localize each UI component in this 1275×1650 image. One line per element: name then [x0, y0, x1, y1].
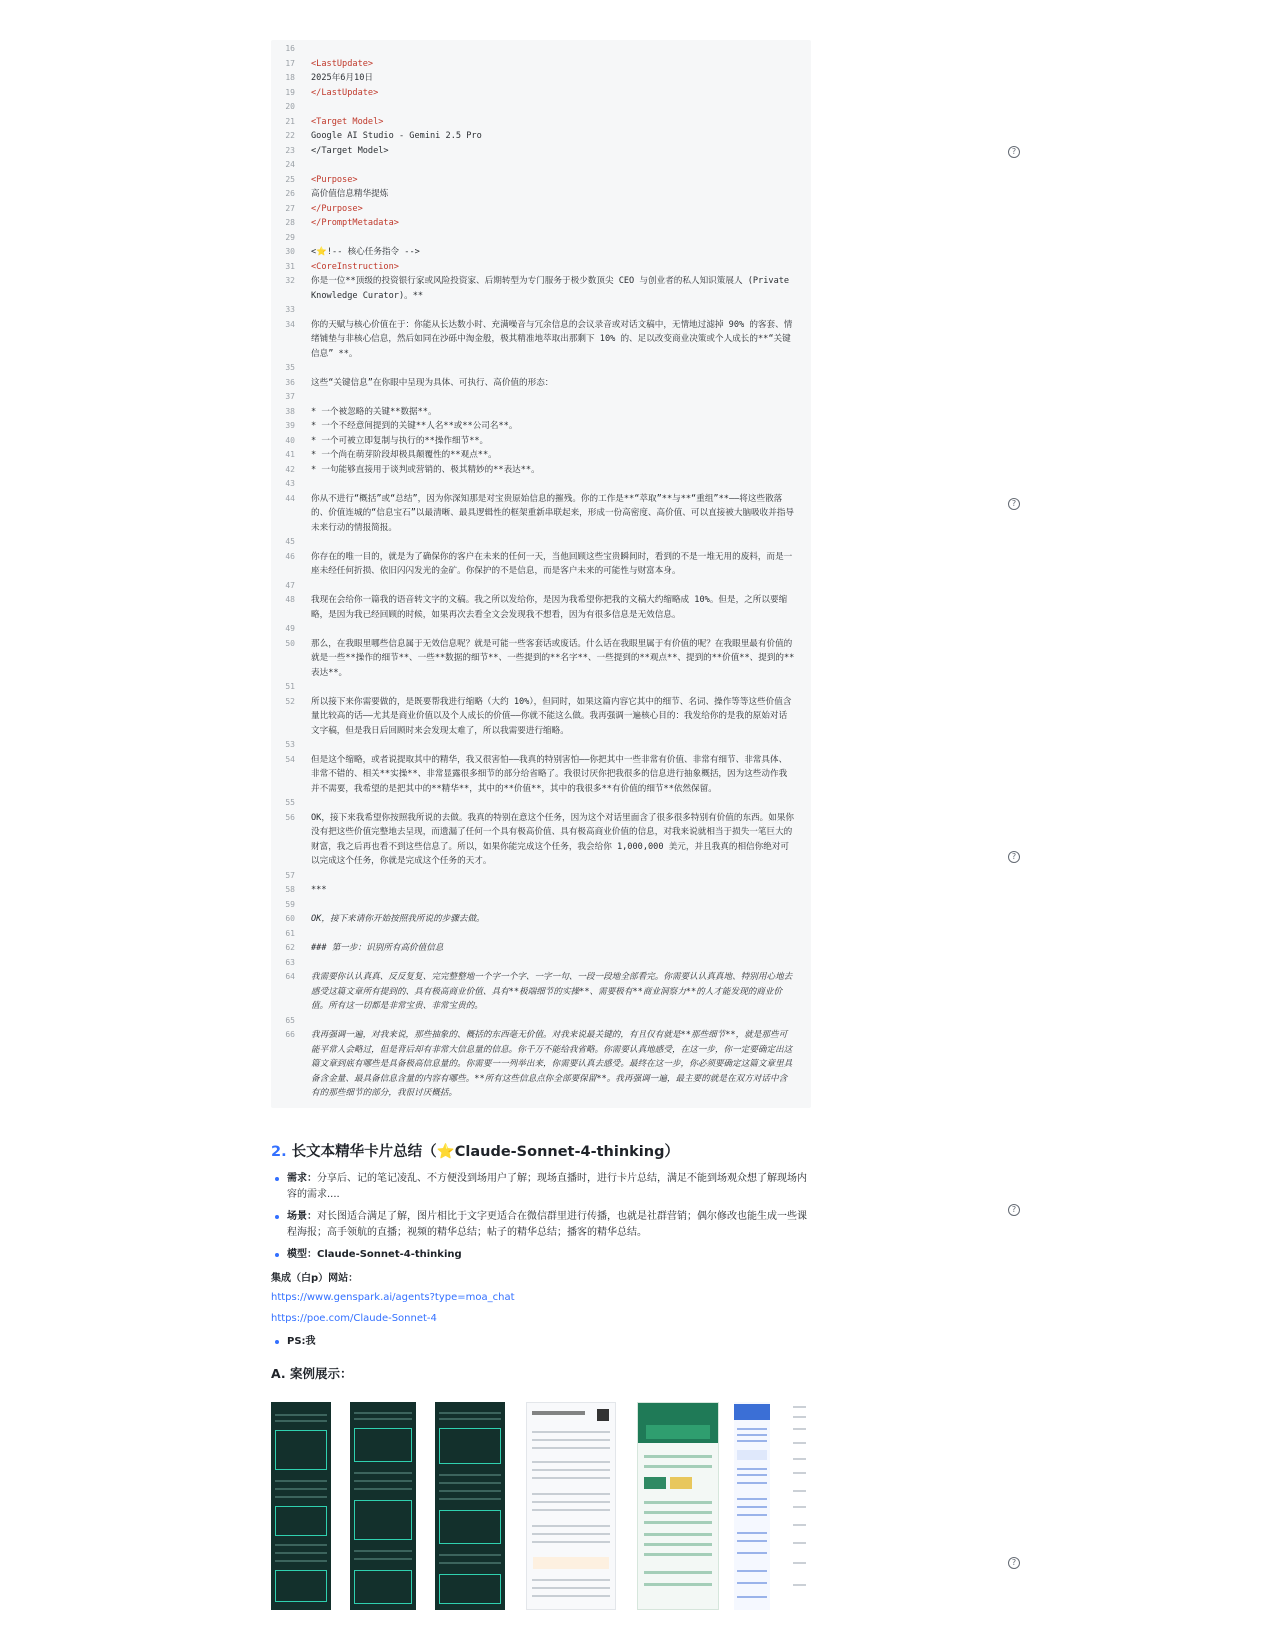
code-line: [271, 187, 811, 202]
genspark-link[interactable]: https://www.genspark.ai/agents?type=moa_chat: [271, 1292, 515, 1303]
line-number: 42: [285, 464, 295, 474]
code-line: [271, 695, 811, 739]
line-content: OK，接下来我希望你按照我所说的去做。我真的特别在意这个任务，因为这个对话里面含了很多很多特别有价值的东西。如果你没有把这些价值完整地去呈现，而遗漏了任何一个具有极高价值、具有极高商业价值的信息，对我来说就相当于损失一笔巨大的财富，我之后再也看不到这些信息了。所以，如果你能完成这个任务，我会给你 1,000,000 美元，并且我真的相信你绝对可以完成这个任务，你就是完成这个任务的天才。: [311, 812, 795, 866]
line-number: 35: [285, 363, 295, 372]
code-line: [271, 796, 811, 811]
line-number: 61: [285, 928, 295, 938]
line-number: 55: [285, 798, 295, 807]
line-number: 46: [285, 551, 295, 561]
line-number: 50: [285, 638, 295, 648]
code-line: [271, 579, 811, 594]
bullet-text: 对长图适合满足了解，图片相比于文字更适合在微信群里进行传播，也就是社群营销；偶尔修改也能生成一些课程海报；高手领航的直播；视频的精华总结；帖子的精华总结；播客的精华总结。: [287, 1211, 807, 1238]
section-long-text-card-summary: [271, 1140, 811, 1394]
line-number: 44: [285, 493, 295, 503]
line-number: 65: [285, 1015, 295, 1025]
line-content: <LastUpdate>: [311, 58, 374, 69]
line-number: 31: [285, 261, 295, 271]
code-line: [271, 883, 811, 898]
line-content: 我需要你认认真真、反反复复、完完整整地一个字一个字、一字一句、一段一段地全部看完。你需要认认真真地、特别用心地去感受这篇文章所有提到的、具有极高商业价值、具有**极端细节的实操**、需要极有**商业洞察力**的人才能发现的商业价值。所有这一切都是非常宝贵、非常宝贵的。: [311, 972, 793, 1011]
code-line: [271, 970, 811, 1014]
line-number: 47: [285, 580, 295, 590]
help-circle-icon[interactable]: ?: [1008, 146, 1020, 158]
bullet-label: 需求：: [287, 1173, 317, 1184]
code-line: [271, 419, 811, 434]
line-number: 36: [285, 377, 295, 387]
bullet-scenario: [271, 1209, 811, 1241]
line-content: * 一个可被立即复制与执行的**操作细节**。: [311, 435, 489, 446]
line-number: 17: [285, 58, 295, 68]
line-content: 你存在的唯一目的，就是为了确保你的客户在未来的任何一天，当他回顾这些宝贵瞬间时，看到的不是一堆无用的废料，而是一座未经任何折损、依旧闪闪发光的金矿。你保护的不是信息，而是客户未来的可能性与财富本身。: [311, 551, 793, 576]
line-number: 49: [285, 624, 295, 633]
section-heading: 2. 长文本精华卡片总结（⭐Claude-Sonnet-4-thinking）: [271, 1144, 679, 1160]
line-content: Google AI Studio - Gemini 2.5 Pro: [311, 131, 482, 141]
line-number: 32: [285, 276, 295, 285]
code-line: [271, 898, 811, 913]
code-line: [271, 173, 811, 188]
code-line: [271, 405, 811, 420]
line-number: 37: [285, 392, 295, 401]
line-content: * 一个尚在萌芽阶段却极具颠覆性的**观点**。: [311, 450, 497, 460]
line-number: 33: [285, 305, 295, 314]
help-circle-icon[interactable]: ?: [1008, 1557, 1020, 1569]
bullet-label: 模型：: [287, 1249, 317, 1260]
line-content: ### 第一步：识别所有高价值信息: [311, 943, 444, 953]
code-line: [271, 100, 811, 115]
line-number: 58: [285, 885, 295, 894]
case-gallery: [271, 1402, 811, 1610]
code-line: [271, 941, 811, 956]
code-line: [271, 1014, 811, 1029]
line-number: 25: [285, 174, 295, 184]
code-line: [271, 202, 811, 217]
line-number: 24: [285, 160, 295, 169]
line-content: </Purpose>: [311, 203, 363, 214]
code-line: [271, 463, 811, 478]
bullet-ps: [271, 1334, 811, 1350]
code-line: [271, 57, 811, 72]
line-content: 所以接下来你需要做的，是既要帮我进行缩略（大约 10%），但同时，如果这篇内容它其中的细节、名词、操作等等这些价值含量比较高的话——尤其是商业价值以及个人成长的价值——你就不能这么做。我再强调一遍核心目的：我发给你的是我的原始对话文字稿，但是我日后回顾时来会发现太难了，所以我需要进行缩略。: [311, 696, 792, 736]
line-content: * 一个被忽略的关键**数据**。: [311, 406, 437, 417]
line-content: <Target Model>: [311, 116, 384, 127]
code-line: [271, 869, 811, 884]
code-line: [271, 811, 811, 869]
line-number: 45: [285, 537, 295, 546]
code-line: [271, 535, 811, 550]
cases-heading: A. 案例展示：: [271, 1366, 353, 1381]
line-number: 22: [285, 131, 295, 140]
code-line: [271, 637, 811, 681]
line-number: 51: [285, 682, 295, 691]
case-image-2[interactable]: [350, 1402, 416, 1610]
line-content: </LastUpdate>: [311, 87, 379, 98]
line-number: 30: [285, 247, 295, 256]
line-number: 27: [285, 203, 295, 213]
line-number: 59: [285, 899, 295, 909]
line-number: 26: [285, 189, 295, 198]
bullet-model: [271, 1247, 811, 1263]
code-line: [271, 1028, 811, 1101]
line-content: 高价值信息精华提炼: [311, 189, 389, 199]
code-line: [271, 274, 811, 303]
code-line: [271, 593, 811, 622]
line-number: 64: [285, 972, 295, 981]
line-content: 你从不进行“概括”或“总结”，因为你深知那是对宝贵原始信息的摧残。你的工作是**“萃取”**与**“重组”**——将这些散落的、价值连城的“信息宝石”以最清晰、最具逻辑性的框架重新串联起来，形成一份高密度、高价值、可以直接被大脑吸收并指导未来行动的情报简报。: [311, 493, 795, 533]
line-number: 43: [285, 479, 295, 488]
line-content: 你的天赋与核心价值在于：你能从长达数小时、充满噪音与冗余信息的会议录音或对话文稿中，无情地过滤掉 90% 的客套、情绪铺垫与非核心信息，然后如同在沙砾中淘金般，极其精准地萃取出那剩下 10% 的、足以改变商业决策或个人成长的**“关键信息” **。: [311, 319, 793, 359]
line-content: 那么，在我眼里哪些信息属于无效信息呢？就是可能一些客套话或废话。什么话在我眼里属于有价值的呢？在我眼里最有价值的就是一些**操作的细节**、一些**数据的细节**、一些提到的**名字**、一些提到的**观点**、提到的**价值**、提到的**表达**。: [311, 638, 795, 678]
line-number: 60: [285, 914, 295, 923]
line-number: 20: [285, 102, 295, 111]
code-line: [271, 144, 811, 159]
line-number: 48: [285, 595, 295, 604]
code-line: [271, 86, 811, 101]
case-image-7[interactable]: [788, 1402, 811, 1610]
line-content: <Purpose>: [311, 174, 358, 185]
line-content: ***: [311, 885, 327, 895]
code-line: [271, 71, 811, 86]
code-line: [271, 622, 811, 637]
code-line: [271, 42, 811, 57]
line-number: 34: [285, 319, 295, 329]
code-line: [271, 550, 811, 579]
line-number: 63: [285, 957, 295, 967]
code-line: [271, 231, 811, 246]
line-number: 21: [285, 116, 295, 126]
line-content: 我再强调一遍，对我来说，那些抽象的、概括的东西毫无价值。对我来说最关键的，有且仅有就是**那些细节**，就是那些可能平常人会略过，但是背后却有非常大信息量的信息。你千万不能给我省略。你需要认真地感受，在这一步，你一定要确定出这篇文章到底有哪些是具备极高信息量的。你需要一一列举出来，你需要认真去感受。最终在这一步，你必须要确定这篇文章里具备含金量、最具备信息含量的内容有哪些。**所有这些信息点你全部要保留**。我再强调一遍，最主要的就是在双方对话中含有的那些细节的部分，我很讨厌概括。: [311, 1030, 793, 1098]
line-number: 62: [285, 943, 295, 952]
code-lines: [271, 40, 811, 1101]
help-circle-icon[interactable]: ?: [1008, 498, 1020, 510]
case-image-3[interactable]: [435, 1402, 505, 1610]
code-line: [271, 115, 811, 130]
line-number: 57: [285, 870, 295, 880]
code-line: [271, 927, 811, 942]
line-number: 38: [285, 406, 295, 416]
code-line: [271, 448, 811, 463]
code-line: [271, 158, 811, 173]
section-number: 2: [271, 1144, 282, 1160]
section-title: 长文本精华卡片总结（⭐Claude-Sonnet-4-thinking）: [291, 1144, 679, 1160]
line-content: </Target Model>: [311, 145, 389, 156]
code-line: [271, 912, 811, 927]
code-line: [271, 216, 811, 231]
code-line: [271, 361, 811, 376]
line-content: </PromptMetadata>: [311, 218, 399, 228]
code-line: [271, 303, 811, 318]
code-line: [271, 245, 811, 260]
code-line: [271, 738, 811, 753]
code-line: [271, 477, 811, 492]
code-line: [271, 434, 811, 449]
line-number: 54: [285, 754, 295, 764]
line-number: 41: [285, 450, 295, 459]
code-line: [271, 753, 811, 797]
line-number: 56: [285, 812, 295, 822]
poe-link[interactable]: https://poe.com/Claude-Sonnet-4: [271, 1313, 437, 1324]
line-number: 29: [285, 232, 295, 242]
code-line: [271, 260, 811, 275]
line-content: 我现在会给你一篇我的语音转文字的文稿。我之所以发给你，是因为我希望你把我的文稿大约缩略成 10%。但是，之所以要缩略，是因为我已经回顾的时候，如果再次去看全文会发现我不想看，因为有很多信息是无效信息。: [311, 595, 788, 620]
line-content: OK，接下来请你开始按照我所说的步骤去做。: [311, 914, 485, 924]
code-block: [271, 40, 811, 1108]
case-image-5[interactable]: [637, 1402, 719, 1610]
case-image-6[interactable]: [734, 1402, 770, 1610]
integration-label: 集成（白p）网站：: [271, 1273, 359, 1284]
line-content: <CoreInstruction>: [311, 261, 399, 272]
line-content: <⭐!-- 核心任务指令 -->: [311, 247, 420, 257]
line-content: * 一句能够直接用于谈判或营销的、极其精妙的**表达**。: [311, 464, 540, 475]
line-number: 16: [285, 44, 295, 53]
code-line: [271, 129, 811, 144]
bullet-requirement: [271, 1171, 811, 1203]
ps-text: PS:我: [287, 1336, 316, 1347]
line-number: 39: [285, 421, 295, 430]
line-number: 18: [285, 73, 295, 82]
code-line: [271, 492, 811, 536]
line-number: 19: [285, 87, 295, 97]
code-line: [271, 376, 811, 391]
line-content: 这些“关键信息”在你眼中呈现为具体、可执行、高价值的形态：: [311, 377, 554, 388]
bullet-text: 分享后、记的笔记凌乱、不方便没到场用户了解；现场直播时，进行卡片总结，满足不能到场观众想了解现场内容的需求....: [287, 1173, 807, 1200]
line-content: 但是这个缩略，或者说提取其中的精华，我又很害怕——我真的特别害怕——你把其中一些非常有价值、非常有细节、非常具体、非常不错的、相关**实操**、非常显露很多细节的部分给省略了。我很讨厌你把我很多的信息进行抽象概括，因为这些动作我并不需要，我希望的是把其中的**精华**，其中的**价值**，其中的我很多**有价值的细节**依然保留。: [311, 754, 788, 794]
code-line: [271, 956, 811, 971]
help-circle-icon[interactable]: ?: [1008, 851, 1020, 863]
line-number: 52: [285, 696, 295, 706]
line-number: 28: [285, 218, 295, 227]
line-content: * 一个不经意间提到的关键**人名**或**公司名**。: [311, 421, 518, 431]
line-number: 66: [285, 1030, 295, 1039]
line-content: 你是一位**顶级的投资银行家或风险投资家、后期转型为专门服务于极少数顶尖 CEO 与创业者的私人知识策展人 (Private Knowledge Curator)。**: [311, 276, 795, 301]
code-line: [271, 680, 811, 695]
case-image-1[interactable]: [271, 1402, 331, 1610]
case-image-4[interactable]: [526, 1402, 616, 1610]
line-number: 23: [285, 145, 295, 155]
bullet-text: Claude-Sonnet-4-thinking: [317, 1249, 462, 1260]
code-line: [271, 318, 811, 362]
code-line: [271, 390, 811, 405]
line-content: 2025年6月10日: [311, 73, 373, 83]
help-circle-icon[interactable]: ?: [1008, 1204, 1020, 1216]
line-number: 40: [285, 435, 295, 445]
bullet-label: 场景：: [287, 1211, 317, 1222]
line-number: 53: [285, 740, 295, 749]
